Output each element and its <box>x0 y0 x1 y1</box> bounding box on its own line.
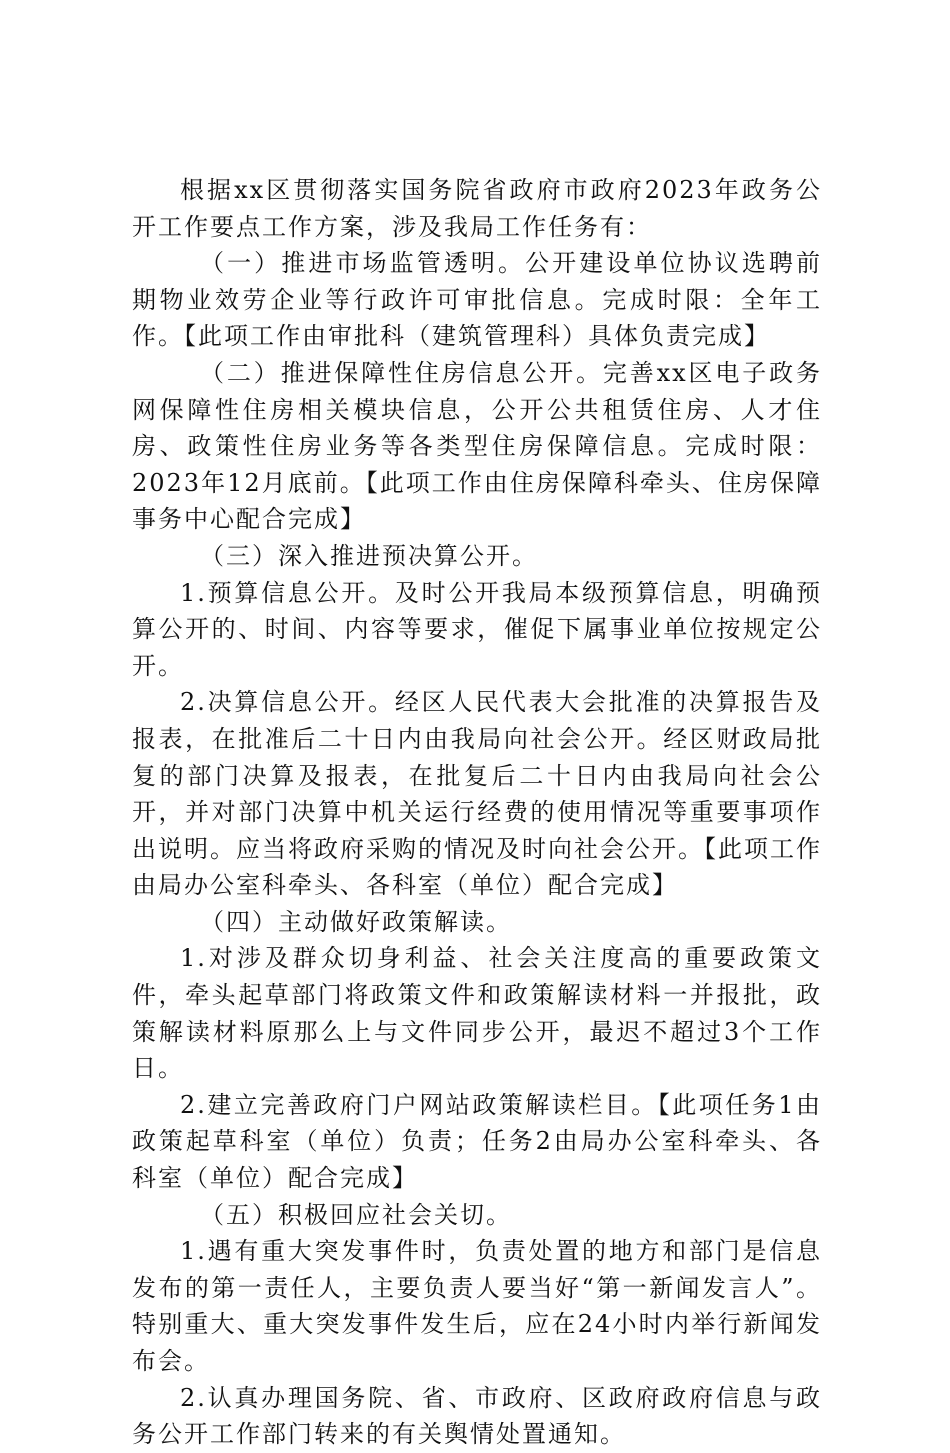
intro-paragraph: 根据xx区贯彻落实国务院省政府市政府2023年政务公开工作要点工作方案，涉及我局工作任务有： <box>132 176 822 241</box>
section-4-heading: （四）主动做好政策解读。 <box>200 907 512 936</box>
section-2-paragraph: （二）推进保障性住房信息公开。完善xx区电子政务网保障性住房相关模块信息，公开公共租赁住房、人才住房、政策性住房业务等各类型住房保障信息。完成时限：2023年12月底前。【此项工作由住房保障科牵头、住房保障事务中心配合完成】 <box>132 358 822 534</box>
document-body <box>132 172 822 1453</box>
section-4-item-2: 2.建立完善政府门户网站政策解读栏目。【此项任务1由政策起草科室（单位）负责；任务2由局办公室科牵头、各科室（单位）配合完成】 <box>132 1090 822 1193</box>
section-3-item-1: 1.预算信息公开。及时公开我局本级预算信息，明确预算公开的、时间、内容等要求，催促下属事业单位按规定公开。 <box>132 578 822 680</box>
section-1-paragraph: （一）推进市场监管透明。公开建设单位协议选聘前期物业效劳企业等行政许可审批信息。完成时限：全年工作。【此项工作由审批科（建筑管理科）具体负责完成】 <box>132 249 822 351</box>
section-5-item-1: 1.遇有重大突发事件时，负责处置的地方和部门是信息发布的第一责任人，主要负责人要当好“第一新闻发言人”。特别重大、重大突发事件发生后，应在24小时内举行新闻发布会。 <box>132 1237 822 1375</box>
section-4-item-1: 1.对涉及群众切身利益、社会关注度高的重要政策文件，牵头起草部门将政策文件和政策解读材料一并报批，政策解读材料原那么上与文件同步公开，最迟不超过3个工作日。 <box>132 944 822 1083</box>
section-3-item-2: 2.决算信息公开。经区人民代表大会批准的决算报告及报表，在批准后二十日内由我局向社会公开。经区财政局批复的部门决算及报表，在批复后二十日内由我局向社会公开，并对部门决算中机关运行经费的使用情况等重要事项作出说明。应当将政府采购的情况及时向社会公开。【此项工作由局办公室科牵头、各科室（单位）配合完成】 <box>132 688 822 900</box>
section-5-item-2: 2.认真办理国务院、省、市政府、区政府政府信息与政务公开工作部门转来的有关舆情处置通知。 <box>132 1383 822 1449</box>
section-3-heading: （三）深入推进预决算公开。 <box>200 541 538 570</box>
section-5-heading: （五）积极回应社会关切。 <box>200 1200 512 1229</box>
